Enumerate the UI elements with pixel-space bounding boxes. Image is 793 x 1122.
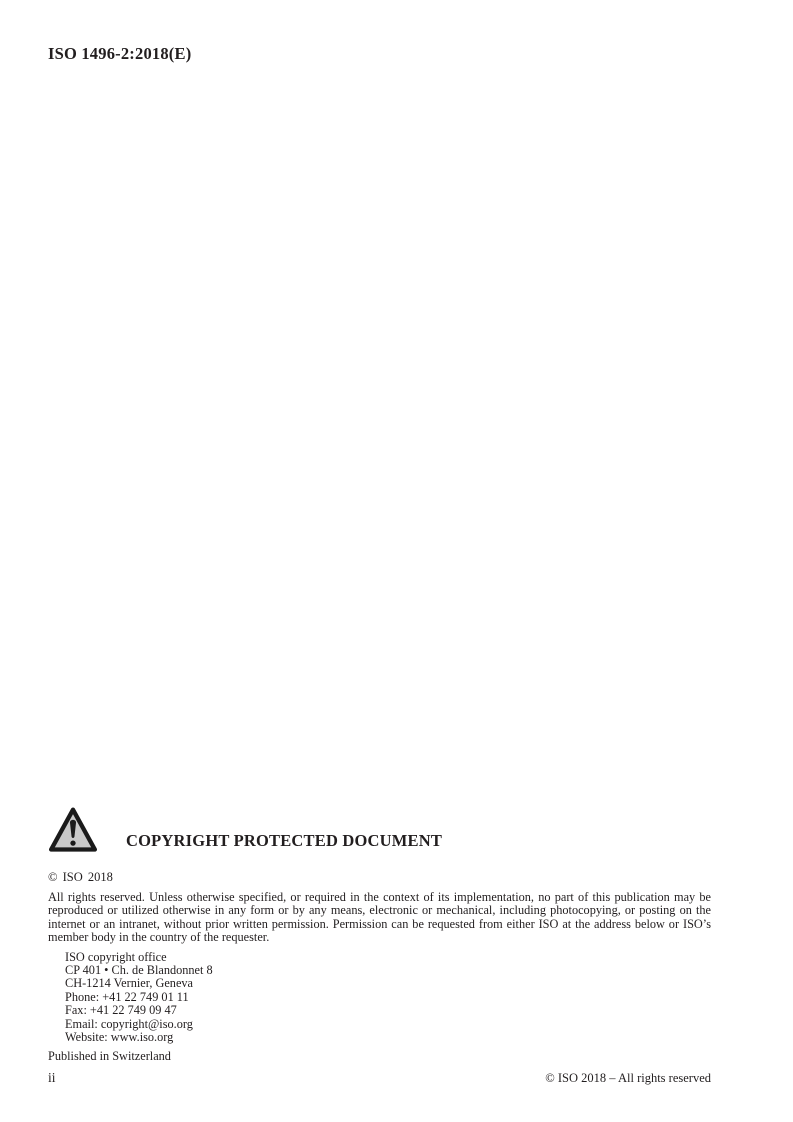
- copyright-year-notice: © ISO 2018: [48, 870, 113, 884]
- document-id-header: ISO 1496-2:2018(E): [48, 44, 192, 63]
- address-line-phone: Phone: +41 22 749 01 11: [65, 989, 189, 1004]
- published-in-line: Published in Switzerland: [48, 1049, 171, 1064]
- iso-address-block: [65, 951, 711, 1045]
- address-line-city: CH-1214 Vernier, Geneva: [65, 976, 194, 991]
- footer-page-number: ii: [48, 1070, 56, 1085]
- address-line-fax: Fax: +41 22 749 09 47: [65, 1003, 177, 1018]
- copyright-protected-title: COPYRIGHT PROTECTED DOCUMENT: [126, 831, 443, 850]
- footer-copyright-text: © ISO 2018 – All rights reserved: [545, 1071, 711, 1085]
- address-line-email: Email: copyright@iso.org: [65, 1016, 193, 1031]
- copyright-protected-section: [48, 803, 711, 1064]
- address-line-office: ISO copyright office: [65, 949, 167, 964]
- copyright-body-paragraph: All rights reserved. Unless otherwise specified, or required in the context of its implementation, no part of this publication may be reproduced or utilized otherwise in any form or by any means, electronic or mechanical, including photocopying, or posting on the internet or an intranet, without prior written permission. Permission can be requested from either ISO at the address below or ISO’s member body in the country of the requester.: [48, 890, 711, 945]
- address-line-website: Website: www.iso.org: [65, 1030, 174, 1045]
- copyright-title-row: [48, 803, 711, 855]
- page-footer: [48, 1070, 711, 1086]
- address-line-street: CP 401 • Ch. de Blandonnet 8: [65, 963, 213, 978]
- warning-triangle-icon: [48, 805, 98, 855]
